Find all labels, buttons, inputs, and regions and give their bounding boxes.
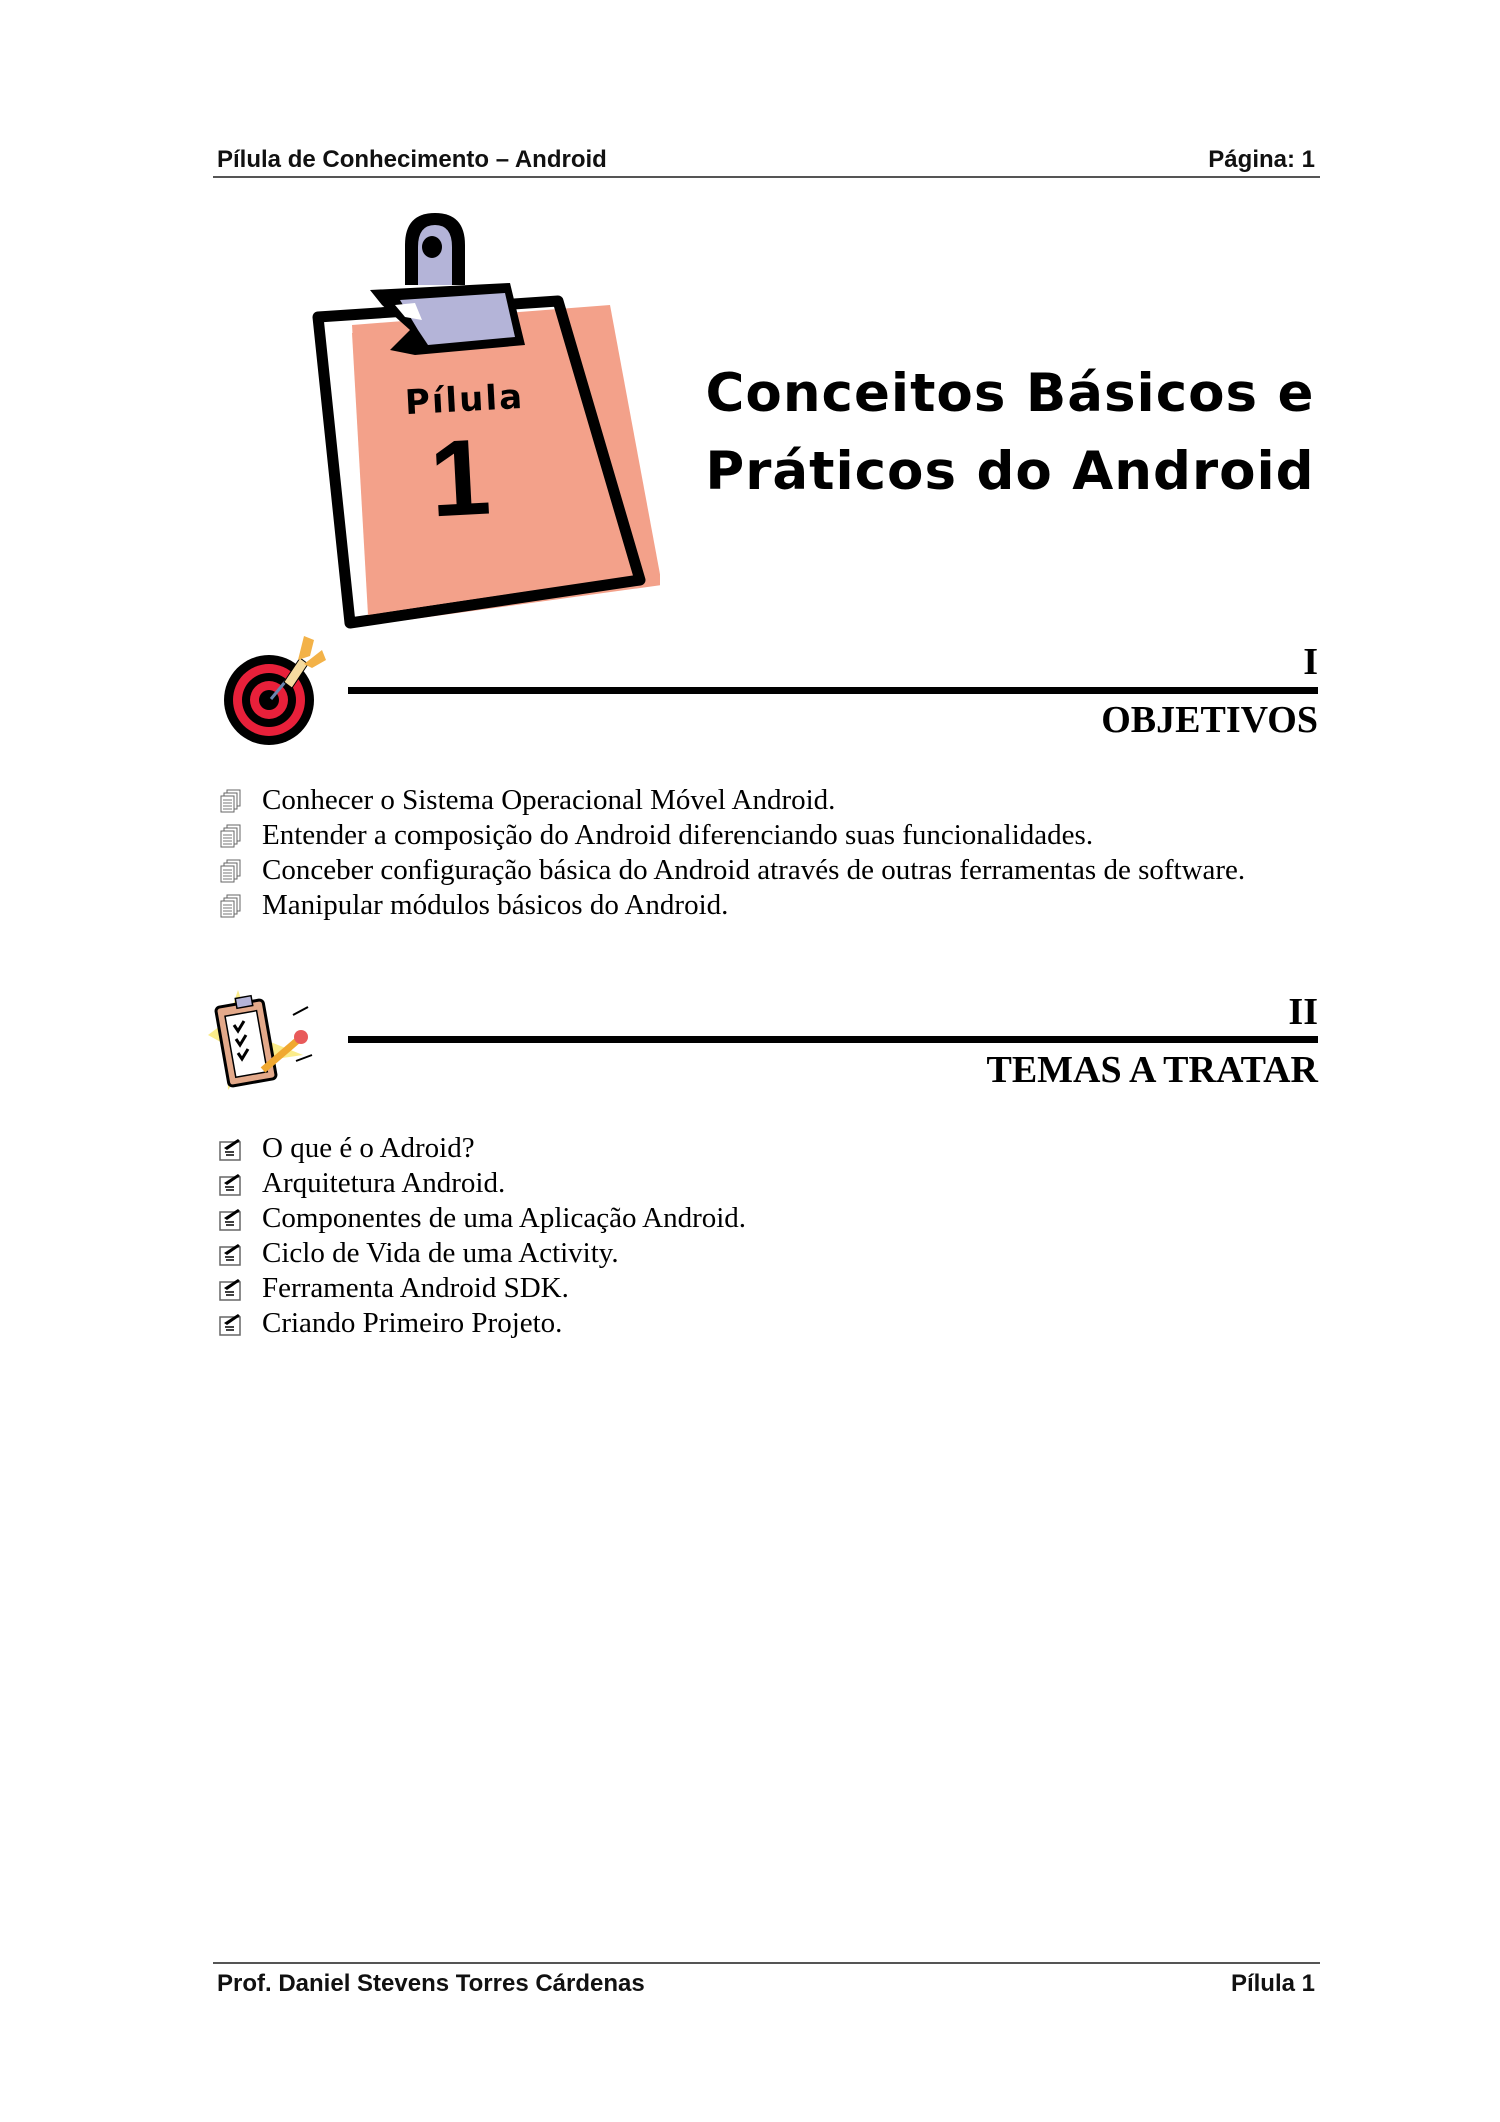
list-item (218, 1201, 746, 1236)
section-title-temas: TEMAS A TRATAR (986, 1049, 1318, 1091)
list-item (218, 1131, 746, 1166)
footer-author: Prof. Daniel Stevens Torres Cárdenas (217, 1970, 645, 1997)
documents-icon (218, 858, 244, 884)
section-title-objetivos: OBJETIVOS (1101, 699, 1318, 741)
notepad-pen-icon (218, 1311, 244, 1337)
header-title: Pílula de Conhecimento – Android (217, 146, 607, 173)
cover-number: 1 (426, 415, 494, 540)
title-line-1: Conceitos Básicos e (705, 363, 1315, 424)
list-item (218, 853, 1245, 888)
notepad-pen-icon (218, 1206, 244, 1232)
list-item (218, 1236, 746, 1271)
notepad-pen-icon (218, 1241, 244, 1267)
topic-text: Ferramenta Android SDK. (262, 1272, 569, 1304)
documents-icon (218, 893, 244, 919)
pill-clipboard-illustration (310, 205, 660, 635)
notepad-pen-icon (218, 1171, 244, 1197)
topic-text: O que é o Adroid? (262, 1132, 475, 1164)
list-item (218, 888, 1245, 923)
section-rule-temas (348, 1036, 1318, 1043)
objective-text: Entender a composição do Android diferenciando suas funcionalidades. (262, 819, 1094, 851)
title-line-2: Práticos do Android (705, 441, 1315, 502)
list-item (218, 1306, 746, 1341)
notepad-pen-icon (218, 1136, 244, 1162)
topic-text: Componentes de uma Aplicação Android. (262, 1202, 747, 1234)
documents-icon (218, 788, 244, 814)
documents-icon (218, 823, 244, 849)
list-item (218, 1271, 746, 1306)
objective-text: Conceber configuração básica do Android através de outras ferramentas de software. (262, 854, 1246, 886)
objective-text: Conhecer o Sistema Operacional Móvel Android. (262, 784, 836, 816)
topic-text: Criando Primeiro Projeto. (262, 1307, 563, 1339)
clipboard-checklist-icon (208, 985, 328, 1097)
section-number-objetivos: I (1303, 641, 1318, 683)
footer-pill-number: Pílula 1 (1230, 1970, 1315, 1997)
topics-list (218, 1131, 746, 1341)
list-item (218, 783, 1245, 818)
section-rule-objetivos (348, 687, 1318, 694)
objectives-list (218, 783, 1245, 923)
list-item (218, 818, 1245, 853)
document-title (700, 355, 1320, 511)
target-dart-icon (222, 632, 332, 747)
footer-rule (213, 1962, 1320, 1964)
notepad-pen-icon (218, 1276, 244, 1302)
topic-text: Ciclo de Vida de uma Activity. (262, 1237, 619, 1269)
cover-label: Pílula (404, 376, 525, 424)
header-rule (213, 176, 1320, 178)
objective-text: Manipular módulos básicos do Android. (262, 889, 729, 921)
section-number-temas: II (1288, 991, 1318, 1033)
list-item (218, 1166, 746, 1201)
topic-text: Arquitetura Android. (262, 1167, 506, 1199)
header-page-number: Página: 1 (1208, 146, 1315, 173)
